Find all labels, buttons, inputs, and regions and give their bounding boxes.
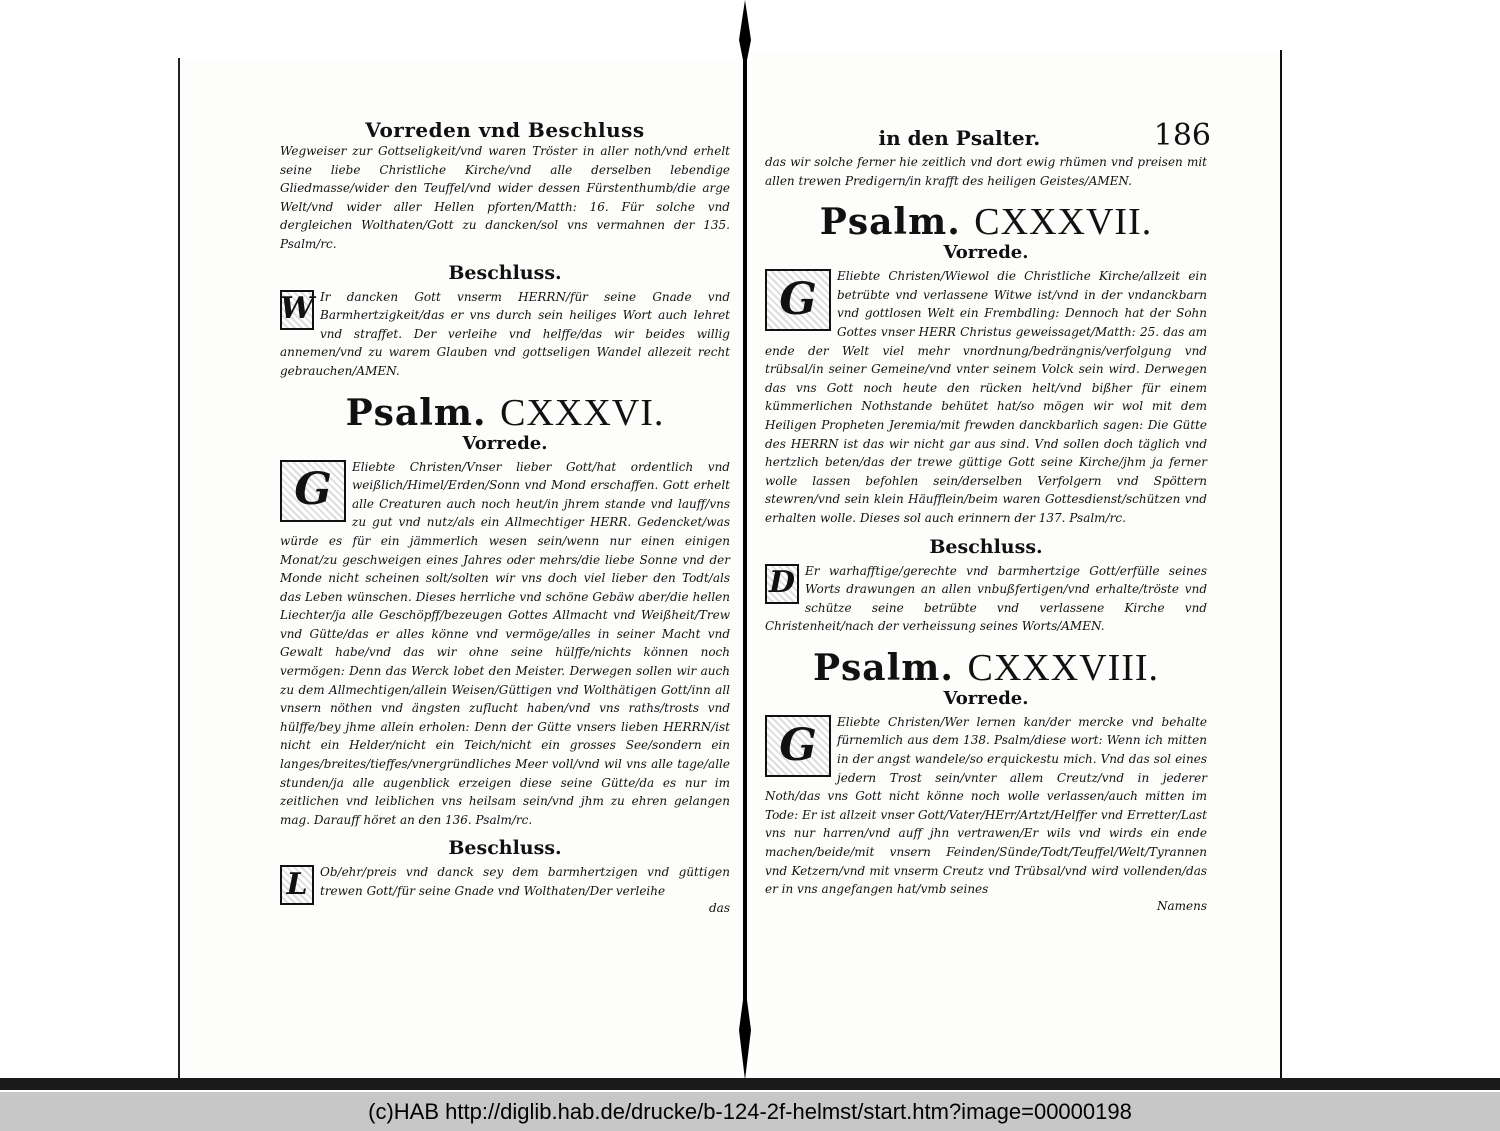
decorated-initial: W [280, 290, 314, 330]
psalm-number: CXXXVI. [500, 391, 665, 434]
left-beschluss-heading-2: Beschluss. [448, 837, 562, 860]
book-spine [738, 0, 752, 1090]
right-vorrede-heading-2: Vorrede. [943, 687, 1029, 709]
left-beschluss-text-1: Ir dancken Gott vnserm HERRN/für seine Gnade vnd Barmhertzigkeit/das er vns durch sein heiliges Wort auch lehret vnd straffet. Der verleihe vnd helffe/das wir beides willig annemen/vnd zu warem Glauben vnd gottseligen Wandel allezeit recht gebrauchen/AMEN. [280, 289, 730, 378]
decorated-initial: G [765, 715, 831, 777]
psalm-number: CXXXVIII. [967, 646, 1160, 689]
left-vorrede-paragraph [280, 458, 730, 830]
right-catchword: Namens [1156, 898, 1207, 913]
right-beschluss-text: Er warhafftige/gerechte vnd barmhertzige Gott/erfülle seines Worts drawungen an allen vnbußfertigen/vnd erhalte/tröste vnd schütze seine betrübte vnd verlassene Kirche vnd Christenheit/nach der verheissung seines Worts/AMEN. [765, 563, 1207, 634]
decorated-initial: G [280, 460, 346, 522]
footer-credit-text: (c)HAB http://diglib.hab.de/drucke/b-124-2f-helmst/start.htm?image=00000198 [368, 1098, 1132, 1124]
left-column [280, 118, 730, 915]
left-intro-text: Wegweiser zur Gottseligkeit/vnd waren Tröster in aller noth/vnd erhelt seine liebe Christliche Kirche/vnd alle derselben lebendige Gliedmasse/wider den Teuffel/vnd wider dessen Fürstenthumb/die arge Welt/vnd wider aller Hellen pforten/Matth: 16. Für solche vnd dergleichen Wolthaten/Gott zu dancken/sol vns vermahnen der 135. Psalm/rc. [280, 144, 730, 251]
decorated-initial: D [765, 564, 799, 604]
decorated-initial: G [765, 269, 831, 331]
right-vorrede-paragraph-2 [765, 713, 1207, 899]
left-beschluss-text-2: Ob/ehr/preis vnd danck sey dem barmhertzigen vnd güttigen trewen Gott/für seine Gnade vnd Wolthaten/Der verleihe [320, 865, 730, 898]
psalm-word: Psalm. [812, 646, 954, 689]
copyright-footer [0, 1092, 1500, 1131]
right-vorrede-text-2: Eliebte Christen/Wer lernen kan/der mercke vnd behalte fürnemlich aus dem 138. Psalm/diese wort: Wenn ich mitten in der angst wandele/so erquickestu mich. Vnd das sol eines jedern Trost sein/vnter allem Creutz/vnd in jederer Noth/das vns Gott nicht könne noch wolle verlassen/auch mitten im Tode: Er ist allzeit vnser Gott/Vater/HErr/Artzt/Helffer vnd Erretter/Last vns nur harren/vnd auff jhn vertrawen/Er wils vnd wirds ein ende machen/beide/mit vnsern Feinden/Sünde/Todt/Teuffel/Welt/Tyrannen vnd Ketzern/vnd mit vnserm Creutz vnd Trübsal/vnd wird vollenden/das er in vns angefangen hat/vmb seines [765, 714, 1207, 897]
left-running-head: Vorreden vnd Beschluss [365, 118, 645, 142]
left-vorrede-text: Eliebte Christen/Vnser lieber Gott/hat ordentlich vnd weißlich/Himel/Erden/Sonn vnd Mond erschaffen. Gott erhelt alle Creaturen auch noch heut/in jhrem stande vnd lauff/vns zu gut vnd nutz/als ein Allmechtiger HERR. Gedencket/was würde es für ein jämmerlich wesen sein/wenn nur einen einigen Monat/zu geschweigen eines Jahres oder mehrs/die liebe Sonne vnd der Monde nicht scheinen solt/solten wir vns doch viel lieber den Todt/als das Leben wünschen. Dieses herrliche vnd schöne Gebäw aber/die hellen Liechter/ja alle Geschöpff/bezeugen Gottes Allmacht vnd Weißheit/Trew vnd Gütte/das er alles könne vnd vermöge/alles in seiner Macht vnd Gewalt habe/vnd das wir ohne seine hülffe/nichts können noch vermögen: Denn das Werck lobet den Meister. Derwegen sollen wir auch zu dem Allmechtigen/allein Weisen/Güttigen vnd Wolthätigen Gott/inn all vnsern nöthen vnd ängsten zuflucht haben/vnd vns raths/trosts vnd hülffe/bey jhme allein erholen: Denn der Gütte vnsers lieben HERRN/ist nicht ein Helder/nicht ein Teich/nicht ein grosses See/sondern ein langes/breites/tieffes/vnergründliches Meer voll/vnd wil vns alle tage/alle stunden/ja alle augenblick erzeigen diese seine Gütte/da es nur im zeitlichen vnd leiblichen vns heilsam sein/vnd jhm zu ehren gelangen mag. Darauff höret an den 136. Psalm/rc. [280, 459, 730, 827]
psalm-word: Psalm. [819, 201, 961, 244]
right-vorrede-paragraph-1 [765, 267, 1207, 527]
right-psalm-title-2 [765, 646, 1207, 689]
left-psalm-title [280, 391, 730, 434]
left-beschluss-paragraph-2 [280, 863, 730, 903]
left-beschluss-paragraph-1 [280, 288, 730, 381]
decorated-initial: L [280, 865, 314, 905]
right-vorrede-heading-1: Vorrede. [943, 242, 1029, 264]
right-beschluss-heading: Beschluss. [929, 535, 1043, 558]
right-beschluss-paragraph [765, 562, 1207, 636]
right-column [765, 118, 1211, 913]
right-running-head: in den Psalter. [878, 126, 1041, 150]
right-header [765, 118, 1211, 153]
page-number: 186 [1153, 118, 1211, 153]
left-vorrede-heading: Vorrede. [462, 432, 548, 454]
scan-bottom-edge [0, 1078, 1500, 1090]
right-intro-text: das wir solche ferner hie zeitlich vnd dort ewig rhümen vnd preisen mit allen trewen Predigern/in krafft des heiligen Geistes/AMEN. [765, 155, 1207, 188]
left-beschluss-heading-1: Beschluss. [448, 261, 562, 284]
right-psalm-title-1 [765, 201, 1207, 244]
psalm-number: CXXXVII. [974, 201, 1153, 244]
left-catchword: das [709, 900, 730, 915]
right-vorrede-text-1: Eliebte Christen/Wiewol die Christliche Kirche/allzeit ein betrübte vnd verlassene Witwe ist/vnd in der vndanckbarn vnd gottlosen Welt ein Frembdling: Dennoch hat der Sohn Gottes vnser HERR Christus geweissaget/Matth: 25. das am ende der Welt viel mehr vnordnung/bedrängnis/verfolgung vnd trübsal/in seiner Gemeine/vnd vnter seinem Volck sein wird. Derwegen das vns Gott noch heute den rücken helt/vnd bißher für einem kümmerlichen Nothstande behütet hat/so mögen wir wol mit dem Heiligen Propheten Jeremia/mit frewden danckbarlich sagen: Die Gütte des HERRN ist das wir nicht gar aus sind. Vnd sollen doch täglich vnd hertzlich beten/das der trewe güttige Gott seine Kirche/jhm ja ferner wolle lassen befohlen sein/derselben Verfolgern vnd Spöttern stewren/vnd sein klein Häufflein/beim waren Gottesdienst/schützen vnd erhalten wolle. Dieses sol auch erinnern der 137. Psalm/rc. [765, 269, 1207, 525]
psalm-word: Psalm. [345, 391, 487, 434]
